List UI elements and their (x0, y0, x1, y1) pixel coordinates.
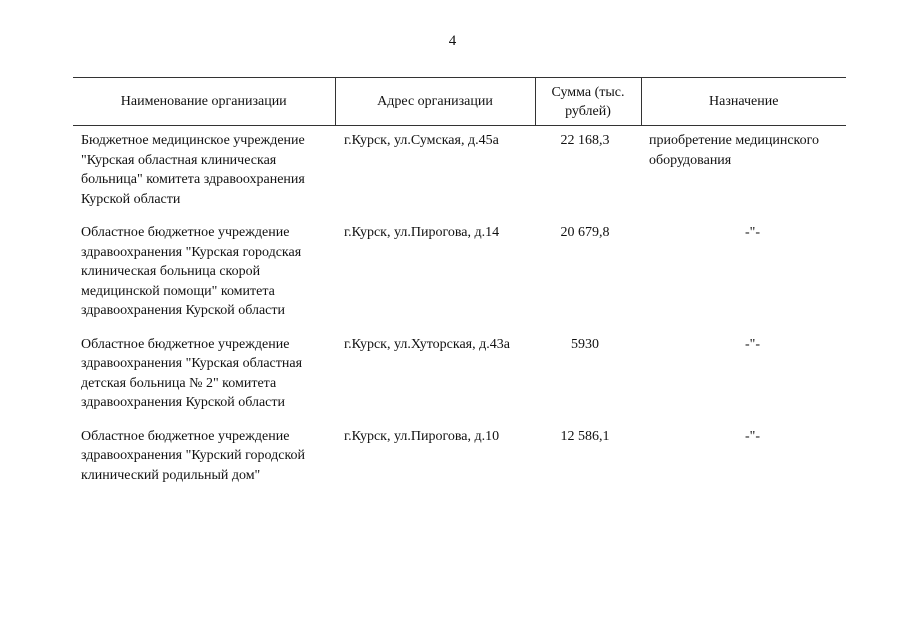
organization-address: г.Курск, ул.Пирогова, д.14 (344, 225, 500, 240)
table-row (73, 427, 846, 500)
table-body (73, 126, 846, 500)
sum-value: 20 679,8 (560, 225, 610, 240)
organization-address: г.Курск, ул.Хуторская, д.43а (344, 336, 510, 352)
page-number: 4 (448, 33, 457, 49)
table-row (73, 223, 846, 335)
purpose-value: -"- (744, 428, 760, 444)
organization-address: г.Курск, ул.Сумская, д.45а (344, 133, 499, 148)
organization-name: Областное бюджетное учреждение здравоохранения "Курский городской клинический родильный дом" (81, 428, 306, 483)
header-purpose: Назначение (641, 78, 846, 126)
organization-name: Областное бюджетное учреждение здравоохранения "Курская городская клиническая больница скорой медицинской помощи" комитета здравоохранения Курской области (81, 225, 302, 318)
purpose-value: приобретение медицинского оборудования (649, 133, 820, 168)
organization-name: Бюджетное медицинское учреждение "Курская областная клиническая больница" комитета здравоохранения Курской области (81, 133, 305, 207)
organizations-table (73, 77, 846, 499)
table-row (73, 335, 846, 427)
table-header (73, 78, 846, 126)
organization-address: г.Курск, ул.Пирогова, д.10 (344, 428, 500, 444)
purpose-value: -"- (744, 336, 760, 352)
header-organization-address: Адрес организации (335, 78, 535, 126)
table-row (73, 126, 846, 224)
sum-value: 12 586,1 (560, 428, 610, 444)
purpose-value: -"- (744, 225, 760, 240)
organization-name: Областное бюджетное учреждение здравоохранения "Курская областная детская больница № 2" комитета здравоохранения Курской области (81, 336, 303, 410)
header-row (73, 78, 846, 126)
sum-value: 5930 (571, 336, 599, 352)
header-sum: Сумма (тыс. рублей) (535, 78, 641, 126)
sum-value: 22 168,3 (560, 133, 610, 148)
header-organization-name: Наименование организации (73, 78, 335, 126)
